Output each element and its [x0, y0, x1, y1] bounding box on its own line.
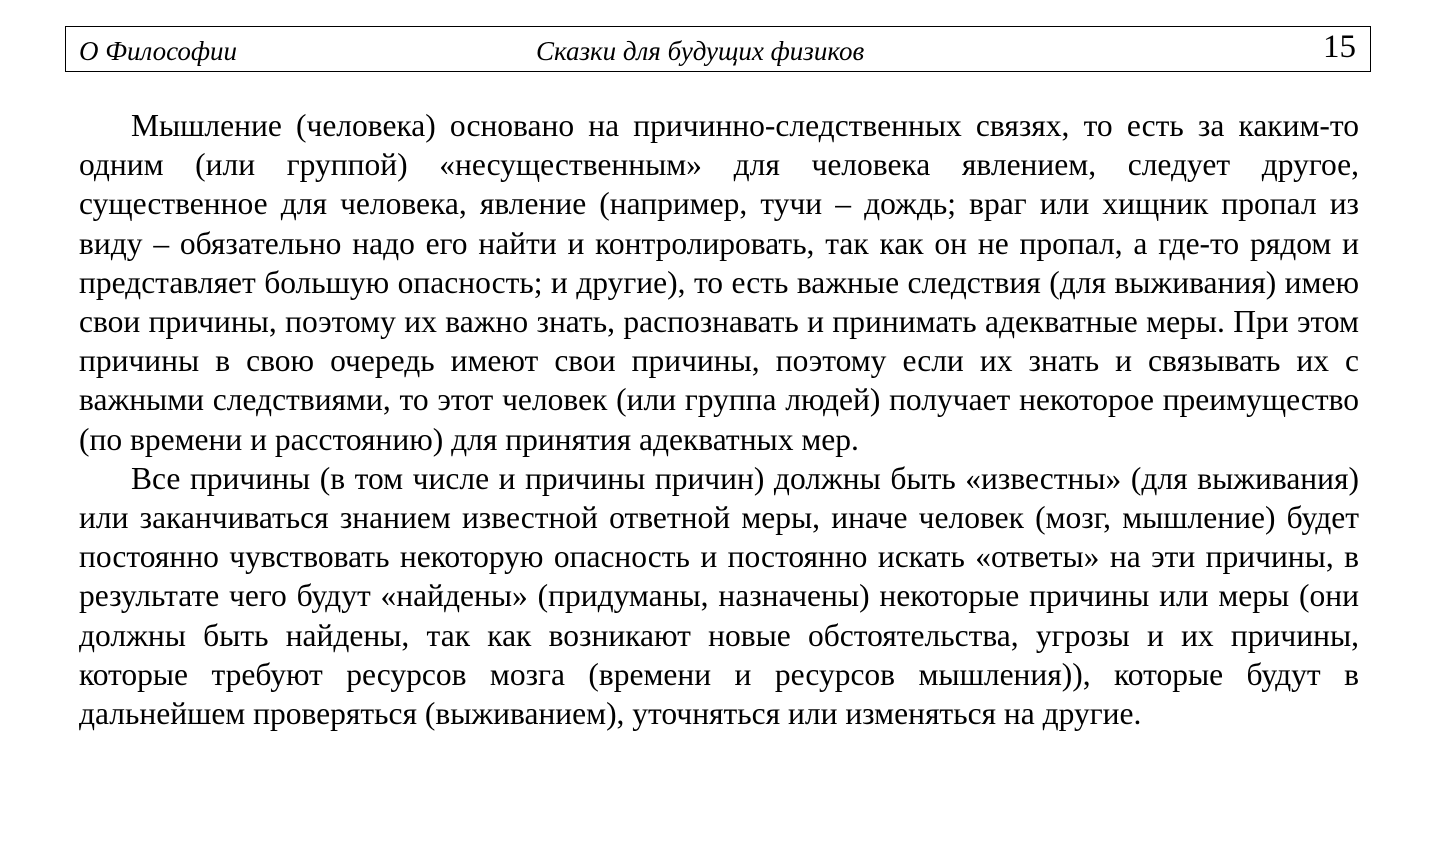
running-header: [65, 26, 1371, 72]
paragraph: Мышление (человека) основано на причинно-следственных связях, то есть за каким-то одним (или группой) «несущественным» для человека явлением, следует другое, существенное для человека, явление (например, тучи – дождь; враг или хищник пропал из виду – обязательно надо его найти и контролировать, так как он не пропал, а где-то рядом и представляет большую опасность; и другие), то есть важные следствия (для выживания) имею свои причины, поэтому их важно знать, распознавать и принимать адекватные меры. При этом причины в свою очередь имеют свои причины, поэтому если их знать и связывать их с важными следствиями, то этот человек (или группа людей) получает некоторое преимущество (по времени и расстоянию) для принятия адекватных мер.: [79, 108, 1359, 457]
page-body: [79, 106, 1359, 733]
header-book-title: Сказки для будущих физиков: [536, 36, 865, 66]
header-section-title: О Философии: [79, 36, 238, 66]
page-number: 15: [1323, 29, 1356, 65]
paragraph: Все причины (в том числе и причины причин) должны быть «известны» (для выживания) или заканчиваться знанием известной ответной меры, иначе человек (мозг, мышление) будет постоянно чувствовать некоторую опасность и постоянно искать «ответы» на эти причины, в результате чего будут «найдены» (придуманы, назначены) некоторые причины или меры (они должны быть найдены, так как возникают новые обстоятельства, угрозы и их причины, которые требуют ресурсов мозга (времени и ресурсов мышления)), которые будут в дальнейшем проверяться (выживанием), уточняться или изменяться на другие.: [79, 460, 1359, 732]
